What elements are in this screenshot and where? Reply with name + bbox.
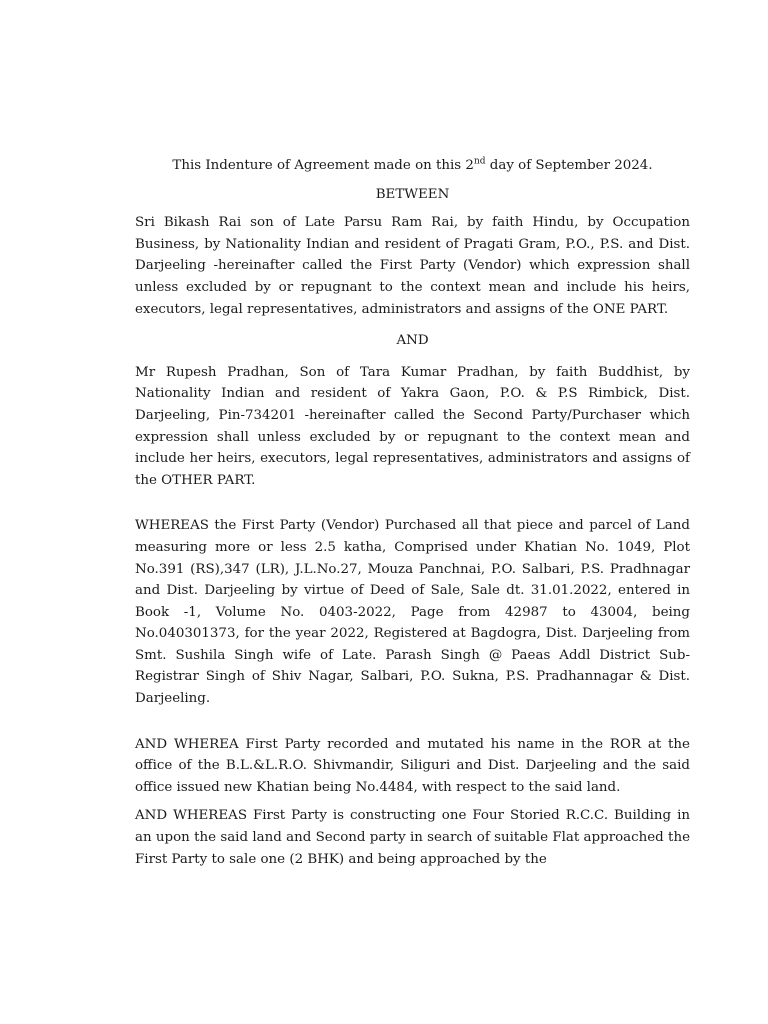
document-body: [135, 155, 690, 870]
second-party-paragraph: Mr Rupesh Pradhan, Son of Tara Kumar Pradhan, by faith Buddhist, by Nationality Indian and resident of Yakra Gaon, P.O. & P.S Rimbick, Dist. Darjeeling, Pin-734201 -hereinafter called the Second Party/Purchaser which expression shall unless excluded by or repugnant to the context mean and include her heirs, executors, legal representatives, administrators and assigns of the OTHER PART.: [135, 364, 690, 488]
whereas-paragraph-2: AND WHEREA First Party recorded and mutated his name in the ROR at the office of the B.L.&L.R.O. Shivmandir, Siliguri and Dist. Darjeeling and the said office issued new Khatian being No.4484, with respect to the said land.: [135, 736, 690, 795]
whereas-paragraph-1: WHEREAS the First Party (Vendor) Purchased all that piece and parcel of Land measuring more or less 2.5 katha, Comprised under Khatian No. 1049, Plot No.391 (RS),347 (LR), J.L.No.27, Mouza Panchnai, P.O. Salbari, P.S. Pradhnagar and Dist. Darjeeling by virtue of Deed of Sale, Sale dt. 31.01.2022, entered in Book -1, Volume No. 0403-2022, Page from 42987 to 43004, being No.040301373, for the year 2022, Registered at Bagdogra, Dist. Darjeeling from Smt. Sushila Singh wife of Late. Parash Singh @ Paeas Addl District Sub- Registrar Singh of Shiv Nagar, Salbari, P.O. Sukna, P.S. Pradhannagar & Dist. Darjeeling.: [135, 518, 690, 707]
whereas-paragraph-3: AND WHEREAS First Party is constructing one Four Storied R.C.C. Building in an upon the said land and Second party in search of suitable Flat approached the First Party to sale one (2 BHK) and being approached by the: [135, 808, 690, 867]
between-heading: BETWEEN: [375, 186, 450, 202]
intro-text-before: This Indenture of Agreement made on this 2: [172, 158, 474, 173]
and-heading: AND: [396, 333, 429, 349]
intro-ordinal: nd: [473, 156, 486, 167]
first-party-paragraph: Sri Bikash Rai son of Late Parsu Ram Rai, by faith Hindu, by Occupation Business, by Nationality Indian and resident of Pragati Gram, P.O., P.S. and Dist. Darjeeling -hereinafter called the First Party (Vendor) which expression shall unless excluded by or repugnant to the context mean and include his heirs, executors, legal representatives, administrators and assigns of the ONE PART.: [135, 215, 690, 317]
intro-line: [135, 155, 690, 177]
intro-text-after: day of September 2024.: [485, 158, 653, 173]
